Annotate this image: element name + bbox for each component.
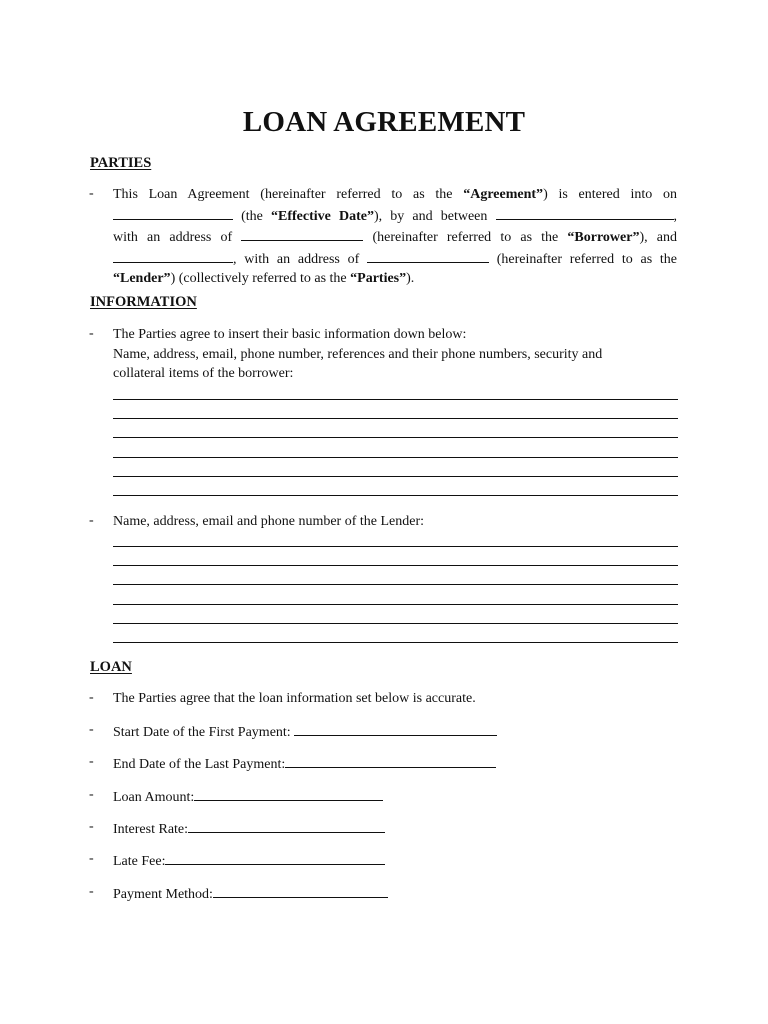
- parties-heading: PARTIES: [90, 155, 152, 171]
- information-bullet-2: -: [89, 513, 94, 528]
- loan-amount-field: [113, 787, 383, 807]
- parties-line-5: “Lender”) (collectively referred to as the “Parties”).: [113, 271, 415, 286]
- parties-bullet: -: [89, 186, 94, 201]
- borrower-info-line[interactable]: [113, 418, 678, 419]
- information-instruction: The Parties agree to insert their basic information down below:: [113, 327, 467, 342]
- payment-method-blank[interactable]: [213, 884, 388, 898]
- lender-info-line[interactable]: [113, 546, 678, 547]
- interest-rate-label: Interest Rate:: [113, 822, 189, 837]
- loan-bullet: -: [89, 722, 94, 737]
- borrower-info-line[interactable]: [113, 399, 678, 400]
- start-date-label: Start Date of the First Payment:: [113, 725, 295, 740]
- information-details: Name, address, email, phone number, references and their phone numbers, security and: [113, 347, 603, 362]
- payment-method-label: Payment Method:: [113, 887, 213, 902]
- information-bullet-1: -: [89, 326, 94, 341]
- loan-bullet: -: [89, 851, 94, 866]
- loan-amount-label: Loan Amount:: [113, 790, 195, 805]
- borrower-name-blank[interactable]: [496, 205, 674, 220]
- late-fee-field: [113, 851, 385, 871]
- borrower-info-line[interactable]: [113, 457, 678, 458]
- borrower-address-blank[interactable]: [241, 226, 363, 241]
- lender-info-line[interactable]: [113, 623, 678, 624]
- borrower-info-line[interactable]: [113, 476, 678, 477]
- parties-paragraph: [113, 185, 677, 289]
- parties-line-1: This Loan Agreement (hereinafter referred to as the “Agreement”) is entered into on: [113, 187, 677, 202]
- start-date-blank[interactable]: [294, 722, 497, 736]
- loan-bullet: -: [89, 754, 94, 769]
- lender-info-line[interactable]: [113, 565, 678, 566]
- information-heading: INFORMATION: [90, 294, 197, 310]
- late-fee-label: Late Fee:: [113, 854, 166, 869]
- parties-line-3: with an address of (hereinafter referred to as the “Borrower”), and: [113, 226, 677, 248]
- late-fee-blank[interactable]: [165, 851, 385, 865]
- lender-name-blank[interactable]: [113, 248, 233, 263]
- document-title: LOAN AGREEMENT: [242, 106, 526, 138]
- loan-accuracy-statement: The Parties agree that the loan information set below is accurate.: [113, 691, 476, 706]
- borrower-info-line[interactable]: [113, 495, 678, 496]
- loan-bullet: -: [89, 787, 94, 802]
- lender-info-line[interactable]: [113, 642, 678, 643]
- lender-info-line[interactable]: [113, 604, 678, 605]
- lender-info-label: Name, address, email and phone number of the Lender:: [113, 514, 425, 529]
- end-date-label: End Date of the Last Payment:: [113, 757, 286, 772]
- parties-line-2: (the “Effective Date”), by and between ,: [113, 205, 677, 227]
- loan-bullet: -: [89, 884, 94, 899]
- payment-method-field: [113, 884, 388, 904]
- loan-bullet: -: [89, 819, 94, 834]
- loan-amount-blank[interactable]: [194, 787, 383, 801]
- information-details-cont: collateral items of the borrower:: [113, 366, 294, 381]
- parties-line-4: , with an address of (hereinafter referred to as the: [113, 248, 677, 270]
- loan-bullet: -: [89, 690, 94, 705]
- end-date-field: [113, 754, 496, 774]
- lender-info-line[interactable]: [113, 584, 678, 585]
- end-date-blank[interactable]: [285, 754, 496, 768]
- loan-heading: LOAN: [90, 659, 132, 675]
- effective-date-blank[interactable]: [113, 205, 233, 220]
- borrower-info-line[interactable]: [113, 437, 678, 438]
- start-date-field: [113, 722, 497, 742]
- interest-rate-field: [113, 819, 385, 839]
- lender-address-blank[interactable]: [367, 248, 489, 263]
- interest-rate-blank[interactable]: [188, 819, 385, 833]
